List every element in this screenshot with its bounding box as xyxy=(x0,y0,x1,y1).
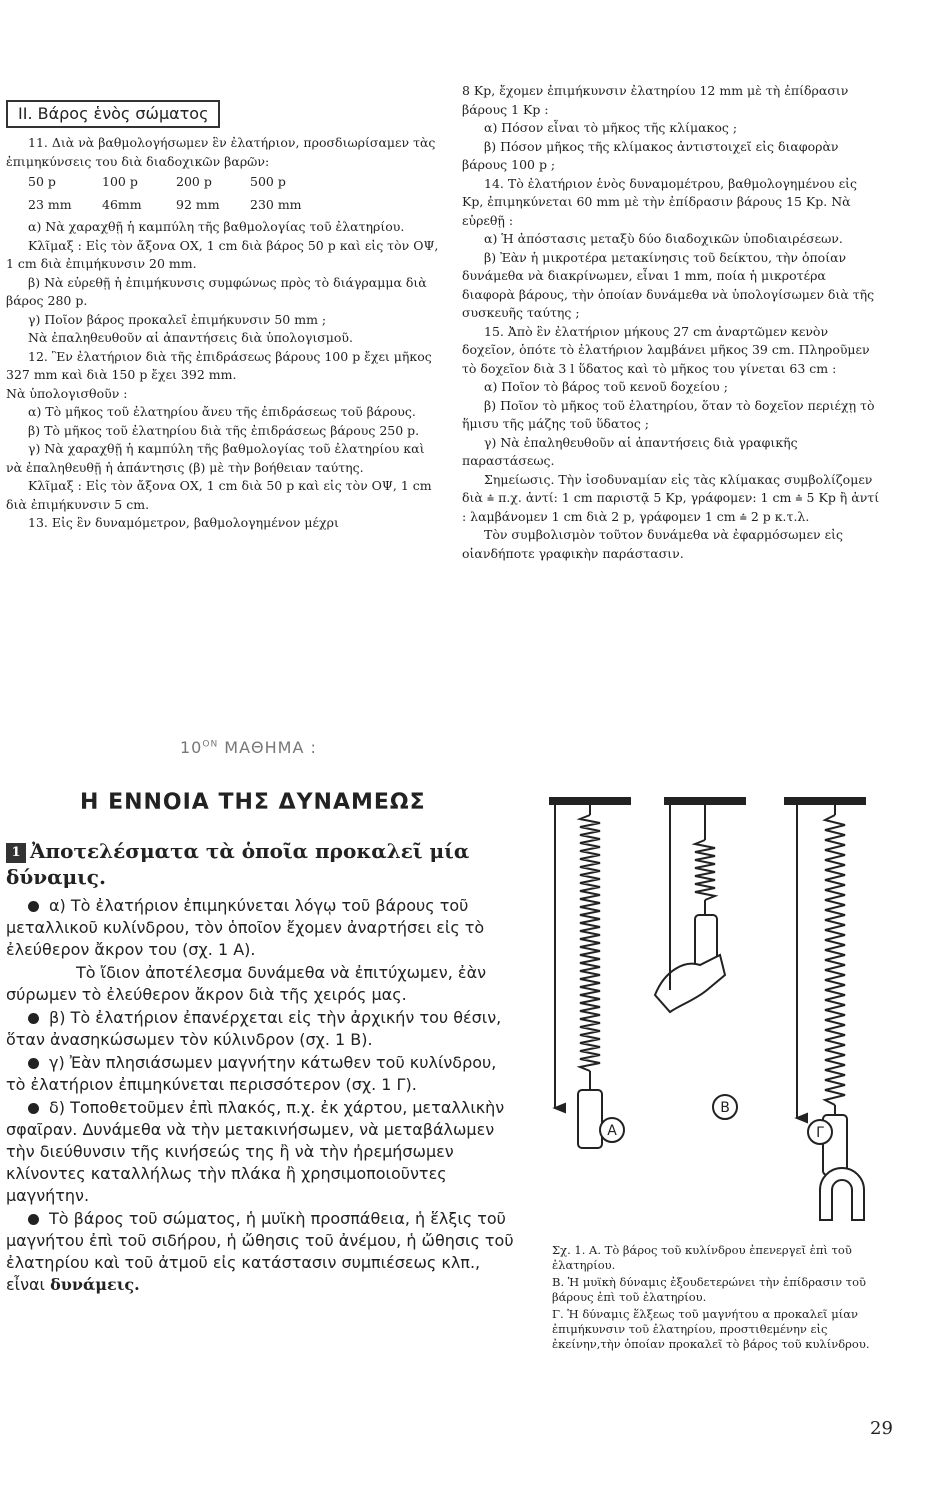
body-paragraph-a2: Τὸ ἴδιον ἀποτέλεσμα δυνάμεθα νὰ ἐπιτύχωμεν, ἐὰν σύρωμεν τὸ ἐλεύθερον ἄκρον διὰ τῆς χειρός μας. xyxy=(6,963,487,1004)
cylinder-a-icon xyxy=(578,1090,602,1148)
subsection-heading xyxy=(6,838,514,890)
length-cell: 23 mm xyxy=(28,196,72,212)
ceiling-bar-icon xyxy=(665,798,745,804)
body-paragraph-a xyxy=(6,895,514,961)
ceiling-bar-icon xyxy=(550,798,630,804)
note: Σημείωσις. Τὴν ἰσοδυναμίαν εἰς τὰς κλίμακας συμβολίζομεν διὰ ⩮ π.χ. ἀντί: 1 cm παριστᾷ 5 Kp, γράφομεν: 1 cm ⩮ 5 Kp ἢ ἀντί : λαμβάνομεν 1 cm διὰ 2 p, γράφομεν 1 cm ⩮ 2 p κ.τ.λ. xyxy=(462,471,880,524)
body-paragraph-e xyxy=(6,1208,514,1296)
length-cell: 92 mm xyxy=(176,196,220,212)
ceiling-bar-icon xyxy=(785,798,865,804)
exercise-12-question: Νὰ ὑπολογισθοῦν : xyxy=(6,385,128,401)
caption-a: Σχ. 1. Α. Τὸ βάρος τοῦ κυλίνδρου ἐπενεργεῖ ἐπὶ τοῦ ἐλατηρίου. xyxy=(552,1243,852,1272)
bullet-icon xyxy=(28,1103,39,1114)
exercise-11-c: γ) Ποῖον βάρος προκαλεῖ ἐπιμήκυνσιν 50 mm ; xyxy=(28,311,327,327)
caption-b: Β. Ἡ μυϊκὴ δύναμις ἐξουδετερώνει τὴν ἐπίδρασιν τοῦ βάρους ἐπὶ τοῦ ἐλατηρίου. xyxy=(552,1275,867,1304)
length-cell: 230 mm xyxy=(250,196,302,212)
exercise-15: 15. Ἀπὸ ἓν ἐλατήριον μήκους 27 cm ἀναρτῶμεν κενὸν δοχεῖον, ὁπότε τὸ ἐλατήριον λαμβάνει μῆκος 39 cm. Πληροῦμεν τὸ δοχεῖον διὰ 3 l ὕδατος καὶ τὸ μῆκος του γίνεται 63 cm : xyxy=(462,323,870,376)
exercise-13-b: β) Πόσον μῆκος τῆς κλίμακος ἀντιστοιχεῖ εἰς διαφορὰν βάρους 100 p ; xyxy=(462,138,839,172)
figure-label-b: Β xyxy=(720,1100,730,1116)
exercise-12-b: β) Τὸ μῆκος τοῦ ἐλατηρίου διὰ τῆς ἐπιδράσεως βάρους 250 p. xyxy=(28,422,420,438)
section-title: II. Βάρος ἑνὸς σώματος xyxy=(6,100,220,128)
hand-icon xyxy=(655,955,725,1012)
exercise-14: 14. Τὸ ἐλατήριον ἑνὸς δυναμομέτρου, βαθμολογημένου εἰς Kp, ἐπιμηκύνεται 60 mm μὲ τὴν ἐπίδρασιν βάρους 15 Kp. Νὰ εὑρεθῇ : xyxy=(462,175,857,228)
lesson-word: ΜΑΘΗΜΑ : xyxy=(224,738,317,757)
weights-row xyxy=(28,173,440,192)
body-bold-term: δυνάμεις. xyxy=(50,1275,140,1294)
body-text-b: β) Τὸ ἐλατήριον ἐπανέρχεται εἰς τὴν ἀρχικήν του θέσιν, ὅταν ἀνασηκώσωμεν τὸν κύλινδρον (σχ. 1 Β). xyxy=(6,1008,502,1049)
spring-c-icon xyxy=(825,815,845,1105)
weight-cell: 500 p xyxy=(250,174,286,189)
bullet-icon xyxy=(28,1214,39,1225)
body-text-d: δ) Τοποθετοῦμεν ἐπὶ πλακός, π.χ. ἐκ χάρτου, μεταλλικὴν σφαῖραν. Δυνάμεθα νὰ τὴν μετακινήσωμεν, νὰ μεταβάλωμεν τὴν διεύθυνσιν τῆς κινήσεώς της ἢ νὰ τὴν ἠρεμήσωμεν κλίνοντες καταλλήλως τὴν πλάκα ἢ χρησιμοποιοῦντες μαγνήτην. xyxy=(6,1098,505,1205)
lengths-row xyxy=(28,196,440,215)
exercise-11-b: β) Νὰ εὑρεθῇ ἡ ἐπιμήκυνσις συμφώνως πρὸς τὸ διάγραμμα διὰ βάρος 280 p. xyxy=(6,274,427,308)
bullet-icon xyxy=(28,1013,39,1024)
exercise-15-c: γ) Νὰ ἐπαληθευθοῦν αἱ ἀπαντήσεις διὰ γραφικῆς παραστάσεως. xyxy=(462,434,798,468)
weight-cell: 200 p xyxy=(176,174,212,189)
body-text-c: γ) Ἐὰν πλησιάσωμεν μαγνήτην κάτωθεν τοῦ κυλίνδρου, τὸ ἐλατήριον ἐπιμηκύνεται περισσότερον (σχ. 1 Γ). xyxy=(6,1053,497,1094)
exercise-12: 12. Ἓν ἐλατήριον διὰ τῆς ἐπιδράσεως βάρους 100 p ἔχει μῆκος 327 mm καὶ διὰ 150 p ἔχει 392 mm. xyxy=(6,348,432,382)
bullet-icon xyxy=(28,901,39,912)
chapter-title: Η ΕΝΝΟΙΑ ΤΗΣ ΔΥΝΑΜΕΩΣ xyxy=(80,790,426,815)
caption-c: Γ. Ἡ δύναμις ἕλξεως τοῦ μαγνήτου α προκαλεῖ μίαν ἐπιμήκυνσιν τοῦ ἐλατηρίου, προστιθεμένην εἰς ἐκείνην,τὴν ὁποίαν προκαλεῖ τὸ βάρος τοῦ κυλίνδρου. xyxy=(552,1307,870,1351)
exercise-15-b: β) Ποῖον τὸ μῆκος τοῦ ἐλατηρίου, ὅταν τὸ δοχεῖον περιέχῃ τὸ ἥμισυ τῆς μάζης τοῦ ὕδατος ; xyxy=(462,397,875,431)
lesson-number: 10 xyxy=(180,738,203,757)
exercise-11-scale: Κλῖμαξ : Εἰς τὸν ἄξονα ΟΧ, 1 cm διὰ βάρος 50 p καὶ εἰς τὸν ΟΨ, 1 cm διὰ ἐπιμήκυνσιν 20 mm. xyxy=(6,237,439,271)
left-column xyxy=(6,100,440,533)
body-paragraph-c xyxy=(6,1052,514,1096)
exercise-13-a: α) Πόσον εἶναι τὸ μῆκος τῆς κλίμακος ; xyxy=(484,120,738,135)
figure-label-c: Γ xyxy=(816,1125,824,1141)
figure-caption xyxy=(552,1243,892,1354)
exercise-12-a: α) Τὸ μῆκος τοῦ ἐλατηρίου ἄνευ τῆς ἐπιδράσεως τοῦ βάρους. xyxy=(28,404,416,419)
lesson-heading xyxy=(180,738,317,757)
exercise-13: 13. Εἰς ἓν δυναμόμετρον, βαθμολογημένον μέχρι xyxy=(28,515,339,530)
figure-label-a: Α xyxy=(607,1123,617,1139)
exercise-14-a: α) Ἡ ἀπόστασις μεταξὺ δύο διαδοχικῶν ὑποδιαιρέσεων. xyxy=(484,231,843,246)
body-text-a: α) Τὸ ἐλατήριον ἐπιμηκύνεται λόγῳ τοῦ βάρους τοῦ μεταλλικοῦ κυλίνδρου, τὸν ὁποῖον ἔχομεν ἀναρτήσει εἰς τὸ ἐλεύθερον ἄκρον του (σχ. 1 Α). xyxy=(6,896,485,959)
exercise-11: 11. Διὰ νὰ βαθμολογήσωμεν ἓν ἐλατήριον, προσδιωρίσαμεν τὰς ἐπιμηκύνσεις του διὰ διαδοχικῶν βαρῶν: xyxy=(6,135,436,169)
right-column xyxy=(462,82,882,563)
exercise-14-b: β) Ἐὰν ἡ μικροτέρα μετακίνησις τοῦ δείκτου, τὴν ὁποίαν δυνάμεθα νὰ διακρίνωμεν, εἶναι 1 mm, ποία ἡ μικροτέρα διαφορὰ βάρους, τὴν ὁποίαν δυνάμεθα νὰ ὑπολογίσωμεν διὰ τῆς συσκευῆς ταύτης ; xyxy=(462,249,875,320)
springs-figure xyxy=(535,790,895,1240)
length-cell: 46mm xyxy=(102,196,142,212)
subsection-title: Ἀποτελέσματα τὰ ὁποῖα προκαλεῖ μία δύναμις. xyxy=(6,839,470,889)
exercise-15-a: α) Ποῖον τὸ βάρος τοῦ κενοῦ δοχείου ; xyxy=(484,379,728,394)
lesson-suffix: ΟΝ xyxy=(202,739,219,750)
exercise-11-d: Νὰ ἐπαληθευθοῦν αἱ ἀπαντήσεις διὰ ὑπολογισμοῦ. xyxy=(28,330,354,345)
exercise-12-c: γ) Νὰ χαραχθῇ ἡ καμπύλη τῆς βαθμολογίας τοῦ ἐλατηρίου καὶ νὰ ἐπαληθευθῇ ἡ ἀπάντησις (β) μὲ τὴν βοήθειαν ταύτης. xyxy=(6,441,425,475)
exercise-12-scale: Κλῖμαξ : Εἰς τὸν ἄξονα ΟΧ, 1 cm διὰ 50 p καὶ εἰς τὸν ΟΨ, 1 cm διὰ ἐπιμήκυνσιν 5 cm. xyxy=(6,478,432,512)
page-number: 29 xyxy=(870,1418,893,1439)
subsection-marker: 1 xyxy=(6,843,26,863)
spring-b-icon xyxy=(695,840,715,900)
bullet-icon xyxy=(28,1058,39,1069)
body-text-e: Τὸ βάρος τοῦ σώματος, ἡ μυϊκὴ προσπάθεια, ἡ ἕλξις τοῦ μαγνήτου ἐπὶ τοῦ σιδήρου, ἡ ὤθησις τοῦ ἀνέμου, ἡ ὤθησις τοῦ ἐλατηρίου καὶ τοῦ ἀτμοῦ εἰς κατάστασιν συμπιέσεως κλπ., εἶναι xyxy=(6,1209,514,1294)
exercise-13-cont: 8 Kp, ἔχομεν ἐπιμήκυνσιν ἐλατηρίου 12 mm μὲ τὴ ἐπίδρασιν βάρους 1 Kp : xyxy=(462,83,849,117)
body-paragraph-d xyxy=(6,1097,514,1207)
spring-a-icon xyxy=(580,815,600,1071)
body-paragraph-b xyxy=(6,1007,514,1051)
note-2: Τὸν συμβολισμὸν τοῦτον δυνάμεθα νὰ ἐφαρμόσωμεν εἰς οἱανδήποτε γραφικὴν παράστασιν. xyxy=(462,527,843,561)
magnet-icon xyxy=(820,1168,864,1220)
weight-cell: 50 p xyxy=(28,174,56,189)
lesson-body xyxy=(6,895,514,1297)
exercise-11-a: α) Νὰ χαραχθῇ ἡ καμπύλη τῆς βαθμολογίας τοῦ ἐλατηρίου. xyxy=(28,219,405,234)
weight-cell: 100 p xyxy=(102,174,138,189)
